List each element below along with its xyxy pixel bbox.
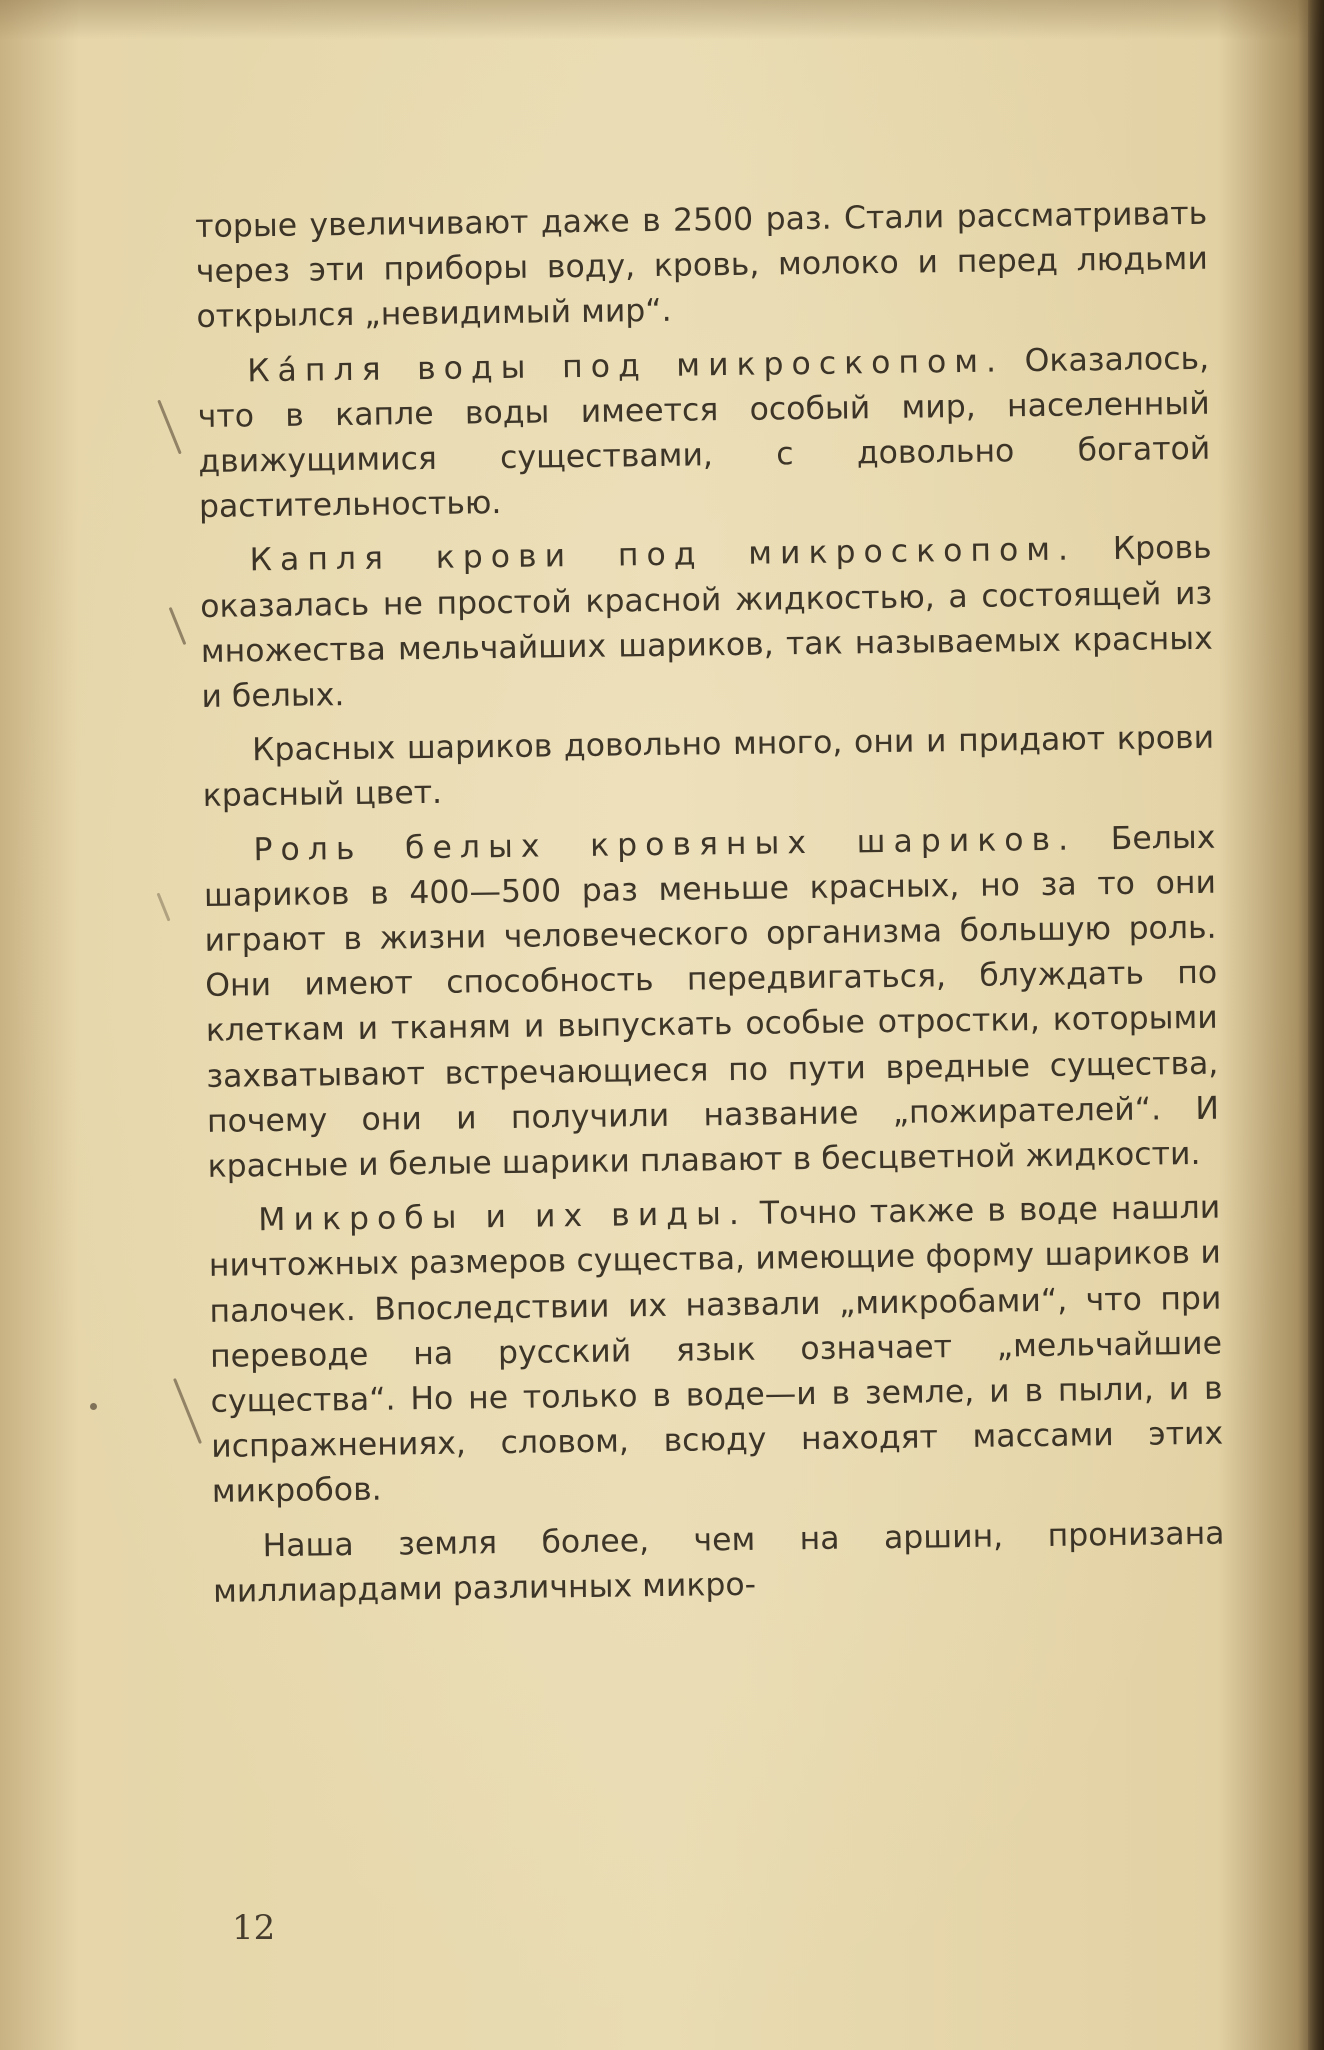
- paragraph-body: Кровь оказалась не простой красной жидкостью, а состоящей из множества мельчайших шариков, так называемых красных и белых.: [200, 530, 1213, 715]
- pencil-margin-mark: [173, 1378, 202, 1444]
- body-text: [195, 192, 1225, 1624]
- run-in-heading: Роль белых кровяных шариков.: [253, 821, 1077, 868]
- paragraph-body: торые увеличивают даже в 2500 раз. Стали рассматривать через эти приборы воду, кровь, молоко и перед людьми открылся „невидимый мир“.: [195, 195, 1209, 336]
- paragraph-body: Белых шариков в 400—500 раз меньше красных, но за то они играют в жизни человеческого организма большую роль. Они имеют способность передвигаться, блуждать по клеткам и тканям и выпускать особые отростки, которыми захватывают встречающиеся по пути вредные существа, почему они и получили название „пожирателей“. И красные и белые шарики плавают в бесцветной жидкости.: [203, 819, 1220, 1185]
- page-number: 12: [232, 1908, 276, 1948]
- paragraph-body: Наша земля более, чем на аршин, пронизана миллиардами различных микро-: [212, 1515, 1225, 1610]
- run-in-heading: Капля крови под микроскопом.: [249, 531, 1077, 579]
- paragraph-body: Красных шариков довольно много, они и придают крови красный цвет.: [202, 719, 1215, 815]
- ink-spot: [90, 1403, 97, 1410]
- run-in-heading: Ка́пля воды под микроскопом.: [246, 343, 1005, 389]
- run-in-heading: Микробы и их виды.: [258, 1196, 748, 1239]
- paragraph-body: Точно также в воде нашли ничтожных размеров существа, имеющие форму шариков и палочек. Впоследствии их назвали „микробами“, что при переводе на русский язык означает „мельчайшие существа“. Но не только в воде—и в земле, и в пыли, и в испражнениях, словом, всюду находят массами этих микробов.: [208, 1189, 1224, 1511]
- paragraph: [197, 336, 1211, 530]
- pencil-margin-mark: [157, 400, 182, 455]
- pencil-margin-mark: [169, 607, 187, 645]
- paragraph: [203, 815, 1220, 1190]
- paragraph: [199, 526, 1213, 720]
- page-edge-shadow: [1308, 0, 1324, 2050]
- paragraph-body: Оказалось, что в капле воды имеется особый мир, населенный движущимися существами, с довольно богатой растительностью.: [197, 340, 1211, 526]
- paragraph: [202, 716, 1215, 820]
- paragraph: [208, 1186, 1224, 1516]
- paragraph: [212, 1511, 1225, 1615]
- pencil-margin-mark: [156, 893, 170, 922]
- paragraph: [195, 192, 1209, 341]
